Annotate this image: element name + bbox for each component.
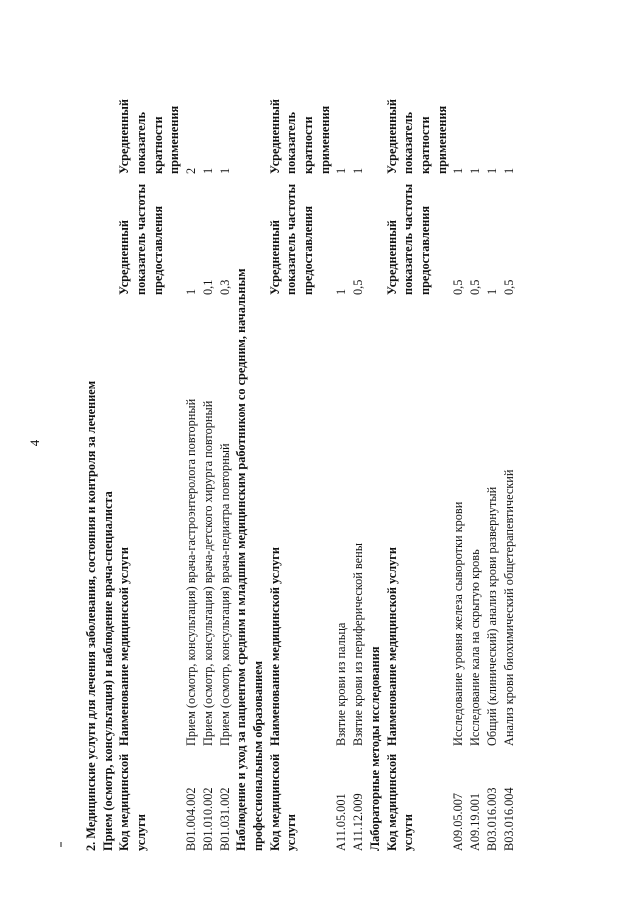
subsection-title: Наблюдение и уход за пациентом средним и младшим медицинским работником со средним, начальным	[234, 268, 249, 851]
service-name: Прием (осмотр, консультация) врача-гастроэнтеролога повторный	[184, 398, 199, 746]
multiplicity-value: 1	[484, 167, 499, 174]
header-code: Код медицинской услуги	[384, 753, 416, 851]
frequency-value: 0,5	[501, 279, 516, 295]
header-name: Наименование медицинской услуги	[117, 547, 132, 746]
header-name: Наименование медицинской услуги	[384, 547, 399, 746]
service-name: Исследование кала на скрытую кровь	[468, 549, 483, 746]
table-header	[116, 61, 183, 851]
table-row	[183, 61, 200, 851]
service-code: A09.19.001	[468, 792, 483, 851]
table-row	[217, 61, 234, 851]
subsection-title-continued: профессиональным образованием	[250, 660, 265, 851]
multiplicity-value: 1	[334, 167, 349, 174]
service-name: Прием (осмотр, консультация) врача-детского хирурга повторный	[200, 400, 215, 746]
frequency-value: 0,5	[351, 279, 366, 295]
service-code: B03.016.003	[484, 787, 499, 851]
header-multiplicity: Усредненный показатель кратности применения	[384, 99, 449, 174]
table-row	[350, 61, 367, 851]
table-row	[484, 61, 501, 851]
multiplicity-value: 1	[200, 167, 215, 174]
header-name: Наименование медицинской услуги	[267, 547, 282, 746]
service-code: B01.004.002	[184, 787, 199, 851]
table-row	[467, 61, 484, 851]
multiplicity-value: 1	[468, 167, 483, 174]
table-header	[267, 61, 334, 851]
table-header	[384, 61, 451, 851]
table-row	[450, 61, 467, 851]
table-row	[501, 61, 518, 851]
header-code: Код медицинской услуги	[267, 753, 299, 851]
multiplicity-value: 1	[351, 167, 366, 174]
page-number: 4	[27, 439, 42, 447]
multiplicity-value: 1	[501, 167, 516, 174]
frequency-value: 0,5	[468, 279, 483, 295]
header-frequency: Усредненный показатель частоты предоставления	[117, 183, 165, 295]
header-code: Код медицинской услуги	[117, 753, 149, 851]
service-code: B01.031.002	[217, 787, 232, 851]
service-code: A11.05.001	[334, 793, 349, 851]
subsection-title: Лабораторные методы исследования	[367, 646, 382, 851]
header-frequency: Усредненный показатель частоты предоставления	[267, 183, 316, 295]
frequency-value: 1	[184, 288, 199, 295]
section-title: 2. Медицинские услуги для лечения заболевания, состояния и контроля за лечением	[84, 380, 98, 851]
header-multiplicity: Усредненный показатель кратности применения	[267, 99, 332, 174]
document-body	[83, 61, 545, 851]
multiplicity-value: 1	[451, 167, 466, 174]
header-multiplicity: Усредненный показатель кратности применения	[117, 99, 182, 174]
table-row	[333, 61, 350, 851]
service-code: A11.12.009	[351, 793, 366, 851]
frequency-value: 1	[334, 288, 349, 295]
frequency-value: 0,5	[451, 279, 466, 295]
service-code: A09.05.007	[451, 792, 466, 851]
frequency-value: 0,3	[217, 279, 232, 295]
service-name: Анализ крови биохимический общетерапевтический	[501, 469, 516, 746]
subsection-title: Прием (осмотр, консультация) и наблюдение врача-специалиста	[100, 491, 115, 851]
header-frequency: Усредненный показатель частоты предоставления	[384, 183, 432, 295]
service-code: B01.010.002	[200, 787, 215, 851]
service-name: Взятие крови из периферической вены	[351, 543, 366, 746]
service-name: Прием (осмотр, консультация) врача-педиатра повторный	[217, 443, 232, 746]
frequency-value: 0,1	[200, 279, 215, 295]
multiplicity-value: 1	[217, 167, 232, 174]
service-name: Взятие крови из пальца	[334, 622, 349, 746]
table-row	[200, 61, 217, 851]
scan-speck	[60, 842, 62, 847]
frequency-value: 1	[484, 288, 499, 295]
multiplicity-value: 2	[184, 167, 199, 174]
service-code: B03.016.004	[501, 787, 516, 851]
service-name: Общий (клинический) анализ крови развернутый	[484, 486, 499, 746]
service-name: Исследование уровня железа сыворотки крови	[451, 501, 466, 746]
